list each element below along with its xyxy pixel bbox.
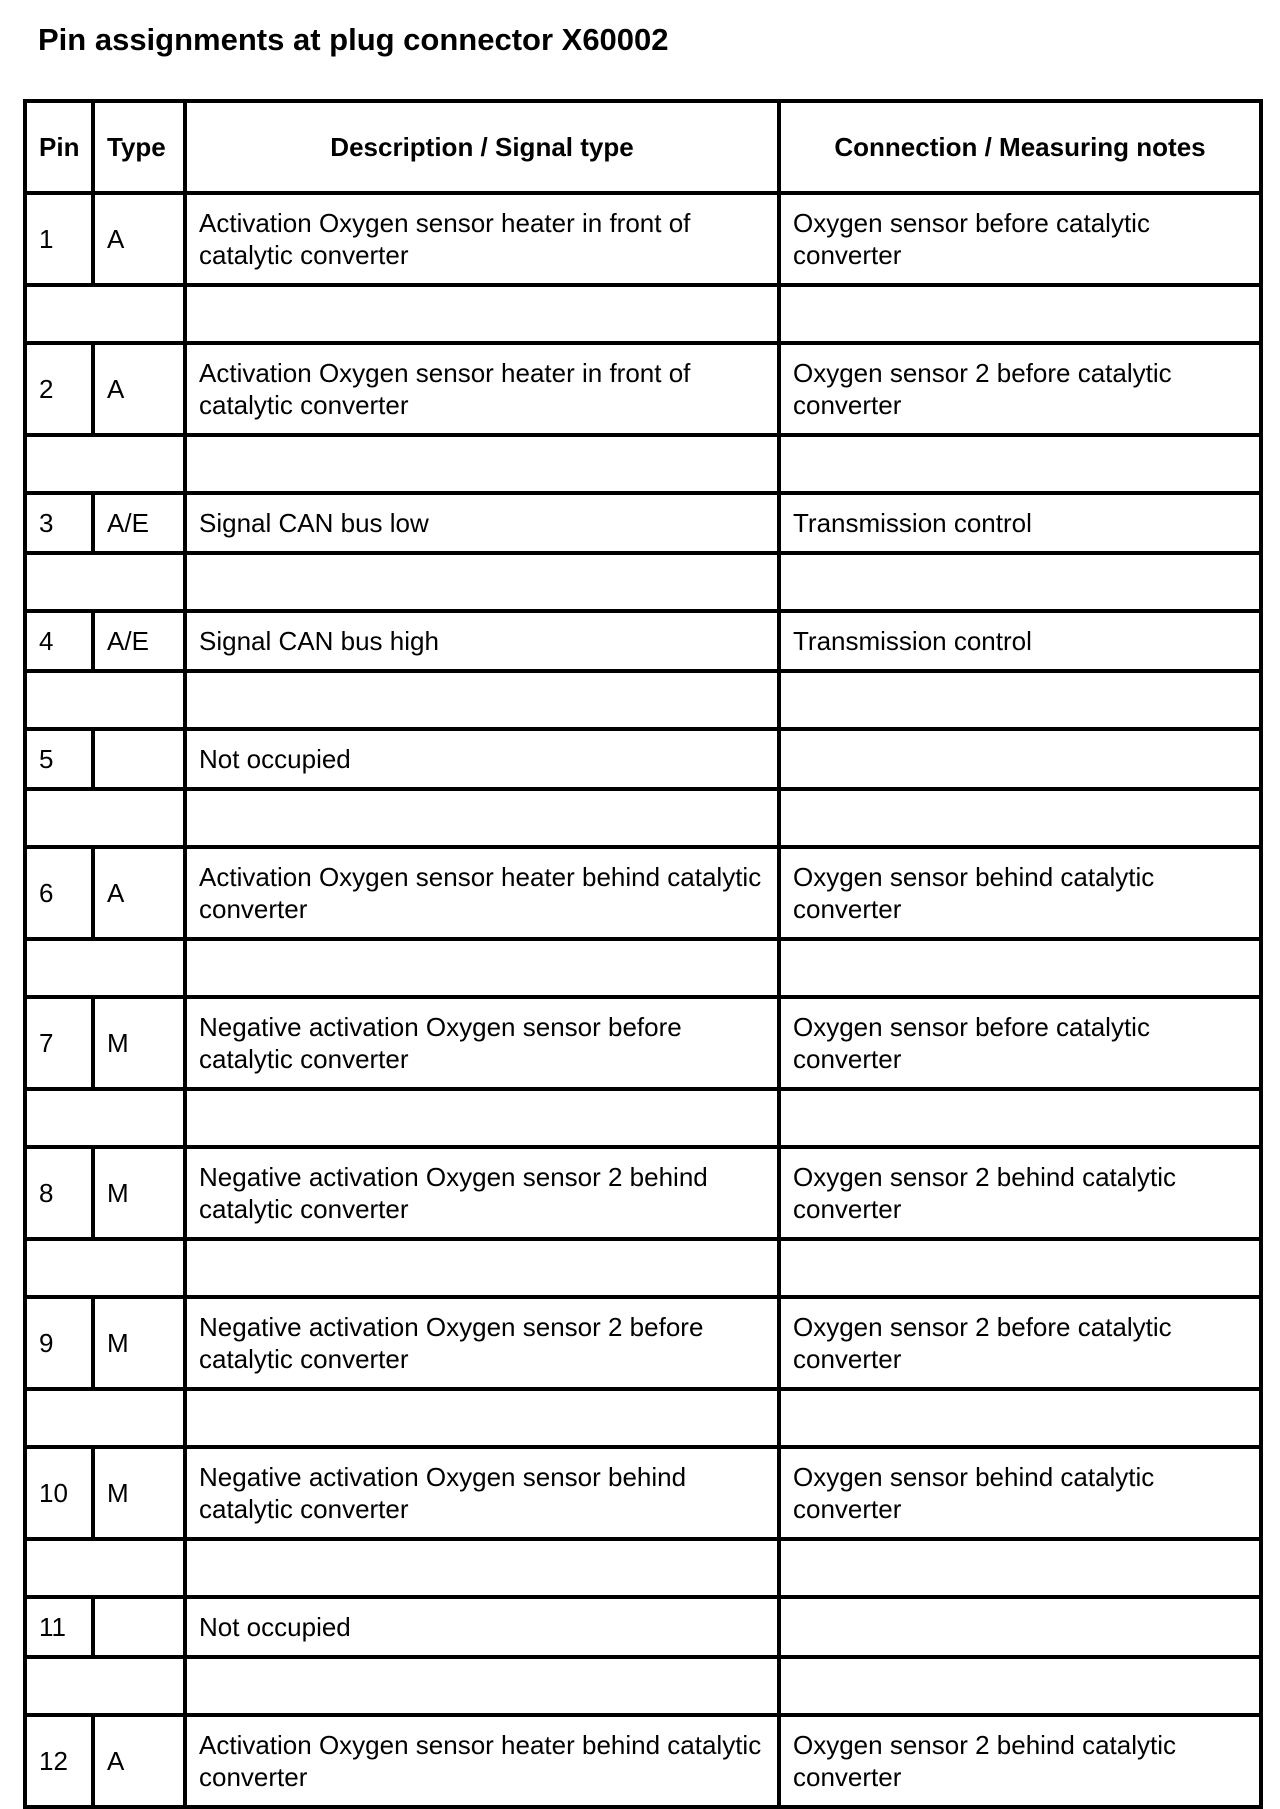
spacer-cell [25,1657,185,1715]
spacer-cell [779,1089,1261,1147]
spacer-row [25,1389,1261,1447]
spacer-cell [25,939,185,997]
description-cell: Not occupied [185,729,779,789]
header-type: Type [93,101,185,193]
table-row [25,493,1261,553]
spacer-row [25,1657,1261,1715]
spacer-cell [25,789,185,847]
pin-cell: 2 [25,343,93,435]
description-cell: Activation Oxygen sensor heater in front of catalytic converter [185,343,779,435]
type-cell: M [93,1447,185,1539]
connection-cell: Oxygen sensor behind catalytic converter [779,1447,1261,1539]
table-row [25,1715,1261,1807]
table-row [25,1447,1261,1539]
pin-cell: 10 [25,1447,93,1539]
description-cell: Negative activation Oxygen sensor 2 before catalytic converter [185,1297,779,1389]
table-row [25,997,1261,1089]
pin-cell: 12 [25,1715,93,1807]
pin-cell: 4 [25,611,93,671]
pin-cell: 11 [25,1597,93,1657]
spacer-row [25,435,1261,493]
connection-cell: Oxygen sensor before catalytic converter [779,193,1261,285]
type-cell: M [93,997,185,1089]
type-cell: A [93,1715,185,1807]
pin-cell: 7 [25,997,93,1089]
table-row [25,847,1261,939]
table-header-row [25,101,1261,193]
header-connection: Connection / Measuring notes [779,101,1261,193]
spacer-cell [185,285,779,343]
spacer-cell [185,1657,779,1715]
spacer-cell [779,1539,1261,1597]
connection-cell [779,1597,1261,1657]
pin-cell: 5 [25,729,93,789]
header-pin: Pin [25,101,93,193]
spacer-cell [185,1239,779,1297]
type-cell: A/E [93,493,185,553]
spacer-cell [185,939,779,997]
pin-cell: 9 [25,1297,93,1389]
description-cell: Negative activation Oxygen sensor 2 behind catalytic converter [185,1147,779,1239]
type-cell [93,1597,185,1657]
table-row [25,1597,1261,1657]
type-cell: A/E [93,611,185,671]
spacer-cell [25,1239,185,1297]
connection-cell: Oxygen sensor before catalytic converter [779,997,1261,1089]
connection-cell: Oxygen sensor behind catalytic converter [779,847,1261,939]
description-cell: Negative activation Oxygen sensor behind catalytic converter [185,1447,779,1539]
type-cell: A [93,193,185,285]
spacer-cell [779,671,1261,729]
table-row [25,1297,1261,1389]
description-cell: Not occupied [185,1597,779,1657]
spacer-row [25,285,1261,343]
spacer-cell [25,1389,185,1447]
connection-cell: Oxygen sensor 2 behind catalytic converter [779,1715,1261,1807]
description-cell: Activation Oxygen sensor heater behind catalytic converter [185,1715,779,1807]
type-cell: M [93,1297,185,1389]
spacer-cell [779,553,1261,611]
spacer-cell [779,1657,1261,1715]
spacer-cell [185,1539,779,1597]
spacer-cell [185,671,779,729]
pin-cell: 1 [25,193,93,285]
spacer-cell [779,285,1261,343]
table-row [25,1147,1261,1239]
type-cell: A [93,343,185,435]
spacer-cell [779,939,1261,997]
spacer-cell [779,1239,1261,1297]
spacer-cell [25,435,185,493]
table-body [25,193,1261,1807]
spacer-cell [25,1089,185,1147]
spacer-cell [779,1389,1261,1447]
spacer-row [25,1089,1261,1147]
page-title: Pin assignments at plug connector X60002 [38,22,669,57]
spacer-cell [779,789,1261,847]
spacer-cell [25,1539,185,1597]
type-cell: A [93,847,185,939]
spacer-cell [185,789,779,847]
connection-cell: Oxygen sensor 2 before catalytic converter [779,1297,1261,1389]
spacer-row [25,671,1261,729]
spacer-cell [185,435,779,493]
table-row [25,193,1261,285]
spacer-cell [25,285,185,343]
type-cell: M [93,1147,185,1239]
spacer-row [25,789,1261,847]
pin-cell: 8 [25,1147,93,1239]
description-cell: Signal CAN bus low [185,493,779,553]
connection-cell: Oxygen sensor 2 before catalytic converter [779,343,1261,435]
description-cell: Negative activation Oxygen sensor before catalytic converter [185,997,779,1089]
spacer-cell [185,1389,779,1447]
description-cell: Signal CAN bus high [185,611,779,671]
pin-cell: 3 [25,493,93,553]
type-cell [93,729,185,789]
spacer-cell [185,1089,779,1147]
pin-assignment-table [23,99,1263,1809]
header-description: Description / Signal type [185,101,779,193]
spacer-cell [185,553,779,611]
description-cell: Activation Oxygen sensor heater behind catalytic converter [185,847,779,939]
spacer-cell [25,671,185,729]
connection-cell: Transmission control [779,493,1261,553]
spacer-row [25,553,1261,611]
connection-cell: Transmission control [779,611,1261,671]
pin-cell: 6 [25,847,93,939]
spacer-cell [779,435,1261,493]
connection-cell: Oxygen sensor 2 behind catalytic converter [779,1147,1261,1239]
spacer-row [25,1239,1261,1297]
description-cell: Activation Oxygen sensor heater in front of catalytic converter [185,193,779,285]
table-row [25,343,1261,435]
spacer-row [25,1539,1261,1597]
table-row [25,729,1261,789]
spacer-row [25,939,1261,997]
table-row [25,611,1261,671]
connection-cell [779,729,1261,789]
spacer-cell [25,553,185,611]
